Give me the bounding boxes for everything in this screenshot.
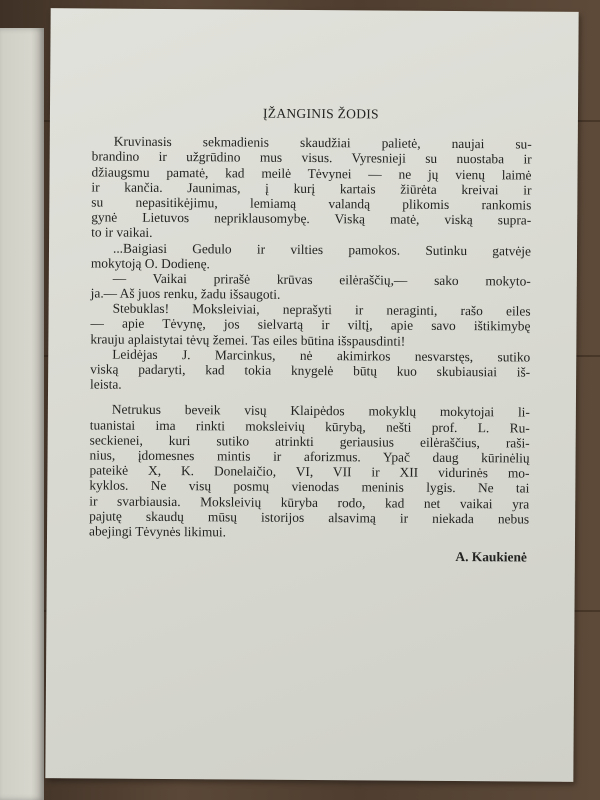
text-line: pateikė X, K. Donelaičio, VI, VII ir XII vidurinės mo-	[89, 462, 530, 481]
author-signature: A. Kaukienė	[455, 549, 527, 565]
paragraph	[91, 134, 532, 243]
text-line: kyklos. Ne visų posmų vienodas meninis lygis. Ne tai	[89, 477, 530, 496]
text-line: krauju aplaistytai tėvų žemei. Tas eiles būtina išspausdinti!	[90, 331, 406, 349]
text-line: džiaugsmu pamatė, kad meilė Tėvynei — ne jų vienų laimė	[91, 164, 532, 183]
text-line: su nepasitikėjimu, lemiamą valandą plikomis rankomis	[91, 194, 532, 213]
text-line: ...Baigiasi Gedulo ir vilties pamokos. Sutinku gatvėje	[112, 240, 532, 259]
text-line: — apie Tėvynę, jos sielvartą ir viltį, apie savo ištikimybę	[90, 315, 531, 334]
paragraph	[91, 270, 531, 303]
paragraph	[91, 240, 531, 273]
page-title: ĮŽANGINIS ŽODIS	[262, 105, 379, 122]
text-line: leista.	[90, 376, 122, 392]
text-line: brandino ir užgrūdino mus visus. Vyresnieji su nuostaba ir	[91, 148, 532, 167]
text-line: viską padaryti, kad tokia knygelė būtų kuo skubiausiai iš-	[90, 361, 531, 380]
text-line: to ir vaikai.	[91, 224, 153, 241]
text-line: mokytoją O. Dodienę.	[90, 255, 210, 271]
text-line: tuanistai ima rinkti moksleivių kūrybą, nešti prof. L. Ru-	[89, 417, 530, 436]
text-line: ir kančia. Jaunimas, į kurį kartais žiūrėta kreivai ir	[91, 179, 532, 198]
text-line: pajutę skaudų mūsų istorijos alsavimą ir niekada nebus	[89, 508, 530, 527]
text-line: Stebuklas! Moksleiviai, neprašyti ir neraginti, rašo eiles	[112, 300, 531, 319]
text-line: Leidėjas J. Marcinkus, nė akimirkos nesvarstęs, sutiko	[112, 346, 531, 365]
paragraph	[90, 301, 530, 350]
text-line: ir svarbiausia. Moksleivių kūryba rodo, kad net vaikai yra	[89, 492, 530, 512]
paragraph	[89, 402, 530, 542]
text-line: Kruvinasis sekmadienis skaudžiai palietė, naujai su-	[113, 133, 532, 152]
book-page	[45, 8, 578, 782]
text-line: Netrukus beveik visų Klaipėdos mokyklų mokytojai li-	[111, 401, 530, 420]
text-line: abejingi Tėvynės likimui.	[88, 523, 227, 540]
facing-page-edge	[0, 28, 44, 800]
text-line: nius, įdomesnes mintis ir aforizmus. Ypač daug kūrinėlių	[89, 447, 530, 466]
page-text-area	[89, 104, 532, 564]
body-text	[89, 134, 532, 542]
text-line: gynė Lietuvos nepriklausomybę. Viską matė, viską supra-	[91, 209, 532, 228]
text-line: seckienei, kuri sutiko atrinkti geriausius eilėraščius, raši-	[89, 432, 530, 451]
paragraph	[90, 346, 530, 395]
text-line: ja.— Aš juos renku, žadu išsaugoti.	[90, 285, 281, 302]
text-line: — Vaikai prirašė krūvas eilėraščių,— sako mokyto-	[112, 270, 531, 289]
